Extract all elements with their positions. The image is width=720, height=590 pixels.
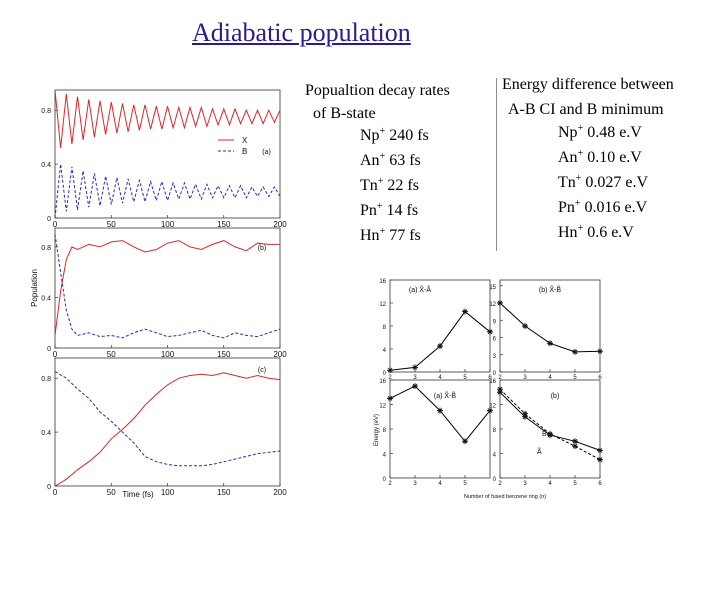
energy-subheader: A-B CI and B minimum <box>508 101 664 118</box>
x-tick-label: 2 <box>498 481 502 487</box>
y-tick-label: 0.8 <box>41 108 51 116</box>
x-tick-label: 6 <box>598 375 602 381</box>
series-line <box>55 241 280 336</box>
x-tick-label: 4 <box>438 481 442 487</box>
y-axis-label: Population <box>30 269 39 307</box>
panel-label: (a) X̃-Ã <box>408 287 432 294</box>
annotation-label: B̃ <box>542 431 547 438</box>
population-plots <box>0 80 300 590</box>
x-tick-label: 5 <box>463 481 467 487</box>
y-tick-label: 0 <box>47 484 51 491</box>
x-tick-label: 2 <box>498 375 502 381</box>
column-divider <box>496 78 497 251</box>
x-tick-label: 5 <box>573 375 577 381</box>
data-marker <box>572 443 578 449</box>
series-line <box>500 392 600 450</box>
panel-label: (b) X̃-B̃ <box>538 287 562 294</box>
x-tick-label: 0 <box>52 488 58 497</box>
panel-label: (b) <box>550 393 560 400</box>
y-tick-label: 8 <box>382 428 386 434</box>
x-tick-label: 50 <box>106 220 116 229</box>
x-tick-label: 3 <box>413 481 417 487</box>
y-tick-label: 12 <box>379 403 386 410</box>
panel-label: (a) <box>262 149 271 156</box>
x-tick-label: 200 <box>273 350 287 359</box>
series-line <box>55 372 280 466</box>
y-tick-label: 3 <box>492 353 496 360</box>
x-tick-label: 3 <box>413 375 417 381</box>
x-tick-label: 3 <box>523 375 527 381</box>
x-tick-label: 2 <box>388 375 392 381</box>
x-tick-label: 200 <box>273 220 287 229</box>
y-tick-label: 12 <box>379 302 386 308</box>
x-tick-label: 50 <box>106 350 116 359</box>
decay-item: Np+ 240 fs <box>360 126 429 144</box>
x-tick-label: 5 <box>573 481 577 487</box>
series-line <box>55 164 280 218</box>
plot-frame <box>390 280 490 372</box>
x-tick-label: 4 <box>548 375 552 381</box>
decay-item: Hn+ 77 fs <box>360 226 421 244</box>
y-tick-label: 0 <box>382 371 386 377</box>
plot-frame <box>55 228 280 348</box>
y-tick-label: 0.4 <box>41 162 51 170</box>
x-tick-label: 6 <box>488 375 492 381</box>
y-tick-label: 6 <box>492 336 496 343</box>
series-line <box>390 312 490 371</box>
y-tick-label: 12 <box>489 302 496 308</box>
x-tick-label: 150 <box>217 350 231 359</box>
y-tick-label: 4 <box>382 452 386 459</box>
x-tick-label: 0 <box>52 220 58 229</box>
plot-frame <box>55 358 280 486</box>
y-tick-label: 0.4 <box>41 295 51 303</box>
energy-header: Energy difference between <box>502 76 674 93</box>
decay-rates-subheader: of B-state <box>313 105 376 122</box>
x-tick-label: 0 <box>52 350 58 359</box>
x-tick-label: 2 <box>388 481 392 487</box>
x-tick-label: 100 <box>160 350 175 359</box>
x-axis-label: Number of fused benzene ring (n) <box>463 494 547 500</box>
y-tick-label: 0.8 <box>41 376 51 384</box>
panel-label: (c) <box>257 367 267 374</box>
x-tick-label: 4 <box>438 375 442 381</box>
y-tick-label: 16 <box>489 379 496 385</box>
data-marker <box>387 395 393 401</box>
data-marker <box>572 349 578 355</box>
y-tick-label: 4 <box>382 348 386 354</box>
y-tick-label: 0.8 <box>41 244 51 252</box>
y-tick-label: 16 <box>379 379 386 385</box>
x-tick-label: 5 <box>463 375 467 381</box>
x-tick-label: 6 <box>598 481 602 487</box>
energy-item: Hn+ 0.6 e.V <box>558 223 634 241</box>
data-marker <box>547 340 553 346</box>
x-tick-label: 100 <box>160 488 175 497</box>
panel-label: (a) X̃-B̃ <box>433 393 457 400</box>
y-tick-label: 0.4 <box>41 430 51 438</box>
y-tick-label: 4 <box>492 452 496 459</box>
y-tick-label: 8 <box>382 325 386 331</box>
x-tick-label: 4 <box>548 481 552 487</box>
y-tick-label: 0 <box>47 216 51 223</box>
y-tick-label: 9 <box>492 319 496 326</box>
data-marker <box>597 348 603 354</box>
x-tick-label: 150 <box>217 220 231 229</box>
x-tick-label: 150 <box>217 488 231 497</box>
decay-item: Pn+ 14 fs <box>360 201 419 219</box>
y-tick-label: 8 <box>492 428 496 434</box>
slide-title: Adiabatic population <box>192 18 411 47</box>
x-tick-label: 50 <box>106 488 116 497</box>
x-tick-label: 100 <box>160 220 175 229</box>
y-tick-label: 12 <box>489 403 496 410</box>
energy-item: Np+ 0.48 e.V <box>558 123 642 141</box>
series-line <box>55 373 280 486</box>
y-tick-label: 16 <box>379 279 386 285</box>
x-tick-label: 200 <box>273 488 287 497</box>
energy-item: Tn+ 0.027 e.V <box>558 173 649 191</box>
y-tick-label: 0 <box>492 371 496 377</box>
series-line <box>55 234 280 338</box>
energy-item: An+ 0.10 e.V <box>558 148 642 166</box>
decay-item: An+ 63 fs <box>360 151 421 169</box>
panel-label: (b) <box>257 245 267 252</box>
data-marker <box>597 447 603 453</box>
decay-item: Tn+ 22 fs <box>360 176 419 194</box>
y-tick-label: 0 <box>382 477 386 483</box>
energy-item: Pn+ 0.016 e.V <box>558 198 648 216</box>
y-axis-label: Energy (eV) <box>374 413 380 447</box>
legend-label: X <box>242 136 248 145</box>
energy-plots <box>374 270 610 520</box>
x-axis-label: Time (fs) <box>122 490 154 499</box>
annotation-label: Ã <box>537 449 542 456</box>
data-marker <box>597 457 603 463</box>
decay-rates-header: Popualtion decay rates <box>305 82 450 99</box>
x-tick-label: 3 <box>523 481 527 487</box>
legend-label: B <box>242 147 248 156</box>
y-tick-label: 0 <box>47 346 51 353</box>
y-tick-label: 15 <box>489 284 496 291</box>
y-tick-label: 0 <box>492 477 496 483</box>
